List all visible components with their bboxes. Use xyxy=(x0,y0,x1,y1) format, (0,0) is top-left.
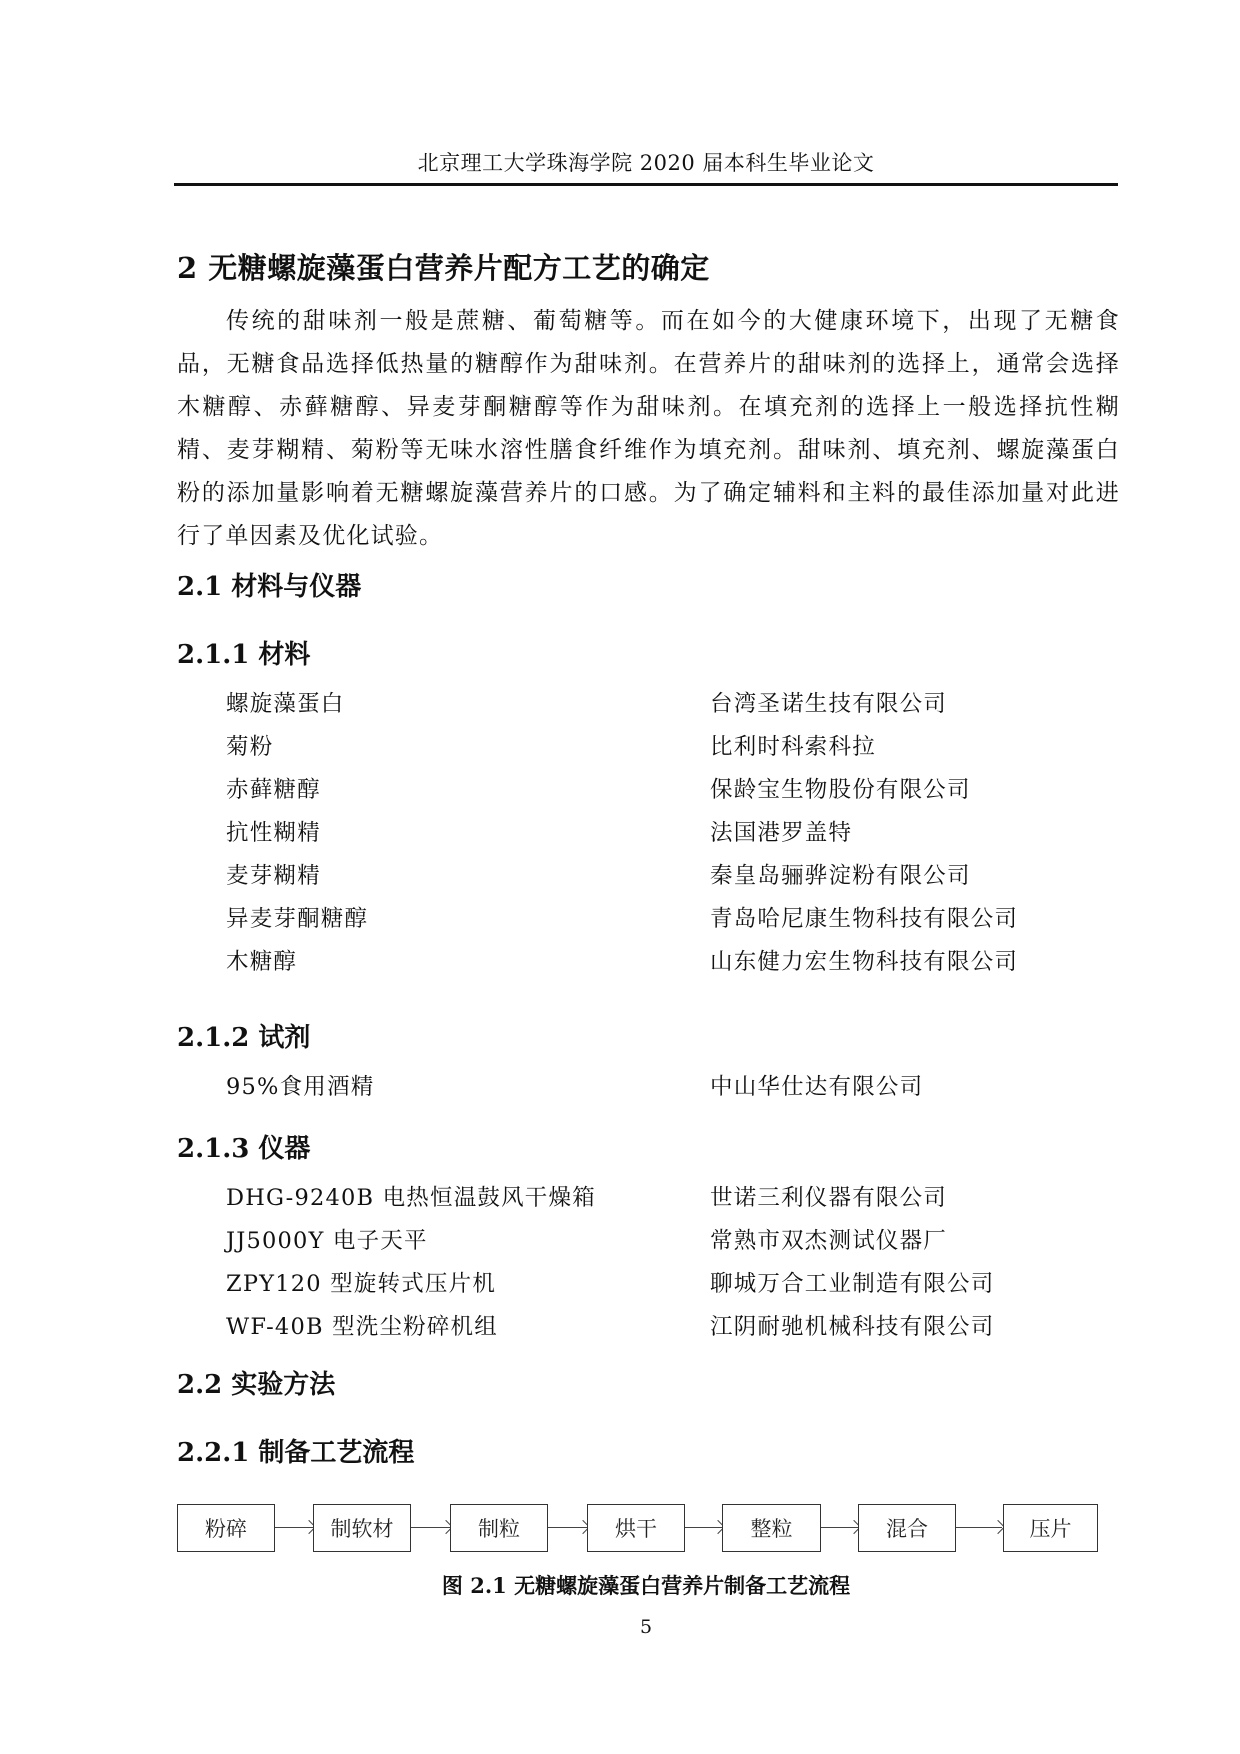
running-header: 北京理工大学珠海学院 2020 届本科生毕业论文 xyxy=(417,151,875,175)
material-supplier: 法国港罗盖特 xyxy=(710,820,853,846)
page-number: 5 xyxy=(639,1616,653,1638)
reagent-supplier: 中山华仕达有限公司 xyxy=(710,1074,924,1100)
material-supplier: 保龄宝生物股份有限公司 xyxy=(710,777,971,803)
instrument-supplier: 聊城万合工业制造有限公司 xyxy=(710,1271,995,1297)
flow-step-box: 烘干 xyxy=(587,1504,685,1552)
subsection-heading-reagents: 2.1.2 试剂 xyxy=(177,1023,311,1053)
list-item xyxy=(226,769,1116,812)
arrow-right-icon xyxy=(685,1527,722,1528)
instruments-list xyxy=(226,1177,1116,1349)
subsection-heading-instruments: 2.1.3 仪器 xyxy=(177,1134,311,1164)
material-name: 异麦芽酮糖醇 xyxy=(226,906,369,932)
header-divider xyxy=(174,183,1118,186)
section-heading-2-1: 2.1 材料与仪器 xyxy=(177,572,362,602)
material-name: 麦芽糊精 xyxy=(226,863,321,889)
list-item xyxy=(226,1220,1116,1263)
instrument-name: DHG-9240B 电热恒温鼓风干燥箱 xyxy=(226,1185,596,1211)
subsection-heading-materials: 2.1.1 材料 xyxy=(177,640,311,670)
reagents-list xyxy=(226,1066,1116,1109)
material-supplier: 青岛哈尼康生物科技有限公司 xyxy=(710,906,1019,932)
list-item xyxy=(226,812,1116,855)
list-item xyxy=(226,1066,1116,1109)
subsection-heading-process: 2.2.1 制备工艺流程 xyxy=(177,1438,415,1468)
arrow-right-icon xyxy=(548,1527,587,1528)
list-item xyxy=(226,683,1116,726)
figure-caption: 图 2.1 无糖螺旋藻蛋白营养片制备工艺流程 xyxy=(441,1573,851,1598)
material-name: 螺旋藻蛋白 xyxy=(226,691,345,717)
material-supplier: 秦皇岛骊骅淀粉有限公司 xyxy=(710,863,971,889)
material-supplier: 山东健力宏生物科技有限公司 xyxy=(710,949,1019,975)
chapter-heading: 2 无糖螺旋藻蛋白营养片配方工艺的确定 xyxy=(177,251,710,285)
instrument-supplier: 常熟市双杰测试仪器厂 xyxy=(710,1228,948,1254)
instrument-name: ZPY120 型旋转式压片机 xyxy=(226,1271,497,1297)
instrument-name: JJ5000Y 电子天平 xyxy=(226,1228,428,1254)
flow-step-box: 整粒 xyxy=(722,1504,821,1552)
materials-list xyxy=(226,683,1116,984)
list-item xyxy=(226,1306,1116,1349)
material-supplier: 比利时科索科拉 xyxy=(710,734,876,760)
material-name: 抗性糊精 xyxy=(226,820,321,846)
reagent-name: 95%食用酒精 xyxy=(226,1074,375,1100)
material-supplier: 台湾圣诺生技有限公司 xyxy=(710,691,948,717)
list-item xyxy=(226,941,1116,984)
material-name: 木糖醇 xyxy=(226,949,298,975)
intro-paragraph-text: 传统的甜味剂一般是蔗糖、葡萄糖等。而在如今的大健康环境下，出现了无糖食品，无糖食品选择低热量的糖醇作为甜味剂。在营养片的甜味剂的选择上，通常会选择木糖醇、赤藓糖醇、异麦芽酮糖醇等作为甜味剂。在填充剂的选择上一般选择抗性糊精、麦芽糊精、菊粉等无味水溶性膳食纤维作为填充剂。甜味剂、填充剂、螺旋藻蛋白粉的添加量影响着无糖螺旋藻营养片的口感。为了确定辅料和主料的最佳添加量对此进行了单因素及优化试验。 xyxy=(177,308,1120,549)
section-heading-2-2: 2.2 实验方法 xyxy=(177,1370,336,1400)
arrow-right-icon xyxy=(275,1527,313,1528)
arrow-right-icon xyxy=(956,1527,1002,1528)
list-item xyxy=(226,1263,1116,1306)
instrument-supplier: 世诺三利仪器有限公司 xyxy=(710,1185,948,1211)
instrument-name: WF-40B 型洗尘粉碎机组 xyxy=(226,1314,498,1340)
list-item xyxy=(226,1177,1116,1220)
intro-paragraph xyxy=(177,300,1120,558)
list-item xyxy=(226,898,1116,941)
flow-step-box: 制粒 xyxy=(450,1504,548,1552)
arrow-right-icon xyxy=(411,1527,450,1528)
flow-step-box: 粉碎 xyxy=(177,1504,275,1552)
process-flow-diagram xyxy=(177,1504,1098,1556)
flow-step-box: 制软材 xyxy=(313,1504,411,1552)
instrument-supplier: 江阴耐驰机械科技有限公司 xyxy=(710,1314,995,1340)
arrow-right-icon xyxy=(821,1527,858,1528)
flow-step-box: 混合 xyxy=(858,1504,956,1552)
material-name: 赤藓糖醇 xyxy=(226,777,321,803)
material-name: 菊粉 xyxy=(226,734,274,760)
flow-step-box: 压片 xyxy=(1003,1504,1098,1552)
list-item xyxy=(226,855,1116,898)
list-item xyxy=(226,726,1116,769)
